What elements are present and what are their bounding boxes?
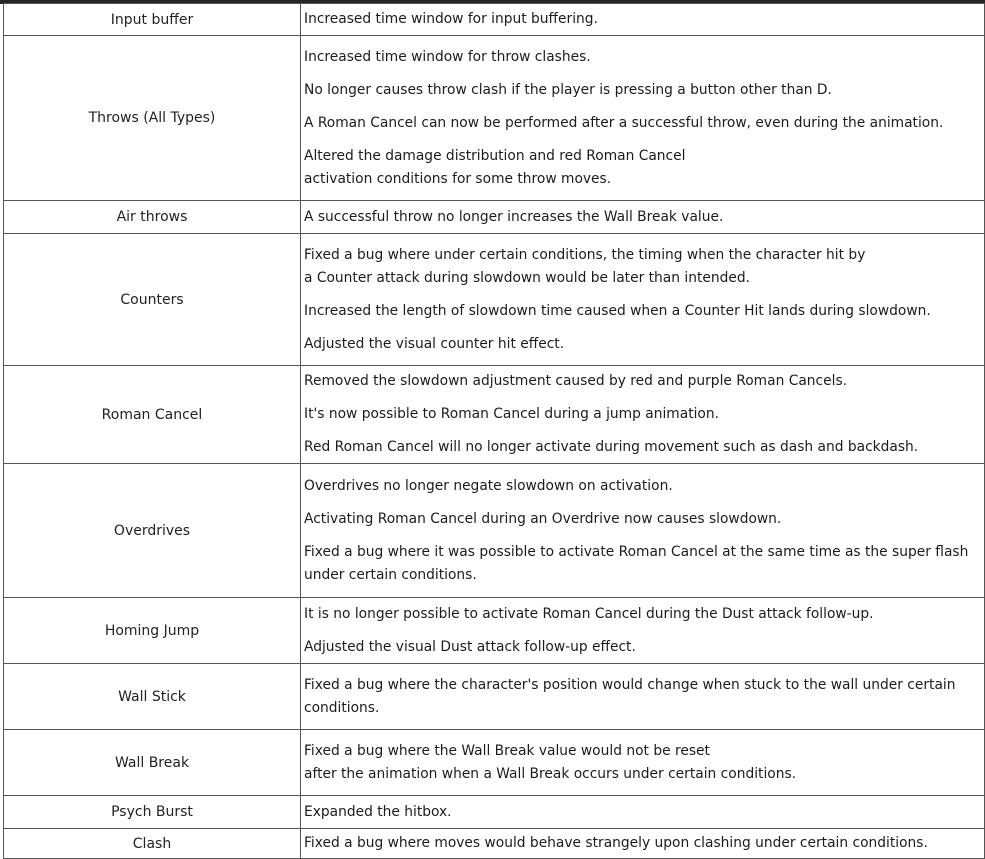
category-cell: Throws (All Types)	[4, 36, 301, 201]
category-cell: Overdrives	[4, 464, 301, 598]
description-cell	[301, 796, 985, 829]
change-note	[304, 740, 982, 786]
change-note	[304, 300, 982, 323]
category-cell: Wall Stick	[4, 664, 301, 730]
change-note-line: Increased the length of slowdown time caused when a Counter Hit lands during slowdown.	[304, 302, 931, 319]
change-note	[304, 145, 982, 191]
change-note-line: Fixed a bug where moves would behave strangely upon clashing under certain conditions.	[304, 835, 928, 851]
change-note	[304, 541, 982, 587]
table-row	[4, 4, 985, 36]
description-cell	[301, 464, 985, 598]
change-note-line: Fixed a bug where the character's position would change when stuck to the wall under certain	[304, 676, 956, 693]
description-cell	[301, 598, 985, 664]
change-note	[304, 333, 982, 356]
change-note	[304, 8, 982, 31]
change-note-line: No longer causes throw clash if the player is pressing a button other than D.	[304, 81, 832, 98]
change-note	[304, 403, 982, 426]
change-note	[304, 370, 982, 393]
table-row	[4, 366, 985, 464]
change-note	[304, 801, 982, 824]
change-note	[304, 112, 982, 135]
change-note	[304, 46, 982, 69]
change-note-line: Overdrives no longer negate slowdown on activation.	[304, 477, 673, 494]
description-cell	[301, 234, 985, 366]
table-row	[4, 201, 985, 234]
category-cell: Psych Burst	[4, 796, 301, 829]
description-cell	[301, 4, 985, 36]
category-cell: Homing Jump	[4, 598, 301, 664]
change-note-line: conditions.	[304, 699, 380, 716]
change-note	[304, 636, 982, 659]
change-note-line: Fixed a bug where under certain conditions, the timing when the character hit by	[304, 246, 866, 263]
table-row	[4, 796, 985, 829]
change-note-line: Increased time window for input buffering.	[304, 11, 598, 27]
category-cell: Air throws	[4, 201, 301, 234]
table-row	[4, 598, 985, 664]
change-note	[304, 436, 982, 459]
change-note-line: A successful throw no longer increases the Wall Break value.	[304, 208, 724, 225]
description-cell	[301, 730, 985, 796]
category-cell: Wall Break	[4, 730, 301, 796]
category-cell: Roman Cancel	[4, 366, 301, 464]
category-cell: Clash	[4, 829, 301, 859]
table-row	[4, 664, 985, 730]
change-note-line: Adjusted the visual counter hit effect.	[304, 335, 565, 352]
change-note-line: Expanded the hitbox.	[304, 803, 452, 820]
patch-notes-body	[4, 4, 985, 859]
change-note	[304, 674, 982, 720]
description-cell	[301, 201, 985, 234]
change-note-line: Fixed a bug where the Wall Break value would not be reset	[304, 742, 710, 759]
change-note-line: It is no longer possible to activate Roman Cancel during the Dust attack follow-up.	[304, 605, 874, 622]
table-row	[4, 829, 985, 859]
change-note-line: a Counter attack during slowdown would be later than intended.	[304, 269, 750, 286]
change-note-line: Adjusted the visual Dust attack follow-up effect.	[304, 638, 636, 655]
change-note-line: Fixed a bug where it was possible to activate Roman Cancel at the same time as the super flash	[304, 543, 969, 560]
change-note	[304, 475, 982, 498]
change-note-line: Red Roman Cancel will no longer activate during movement such as dash and backdash.	[304, 439, 919, 455]
table-row	[4, 464, 985, 598]
description-cell	[301, 36, 985, 201]
description-cell	[301, 664, 985, 730]
table-row	[4, 234, 985, 366]
change-note-line: A Roman Cancel can now be performed after a successful throw, even during the animation.	[304, 114, 944, 131]
change-note	[304, 206, 982, 229]
change-note-line: Increased time window for throw clashes.	[304, 48, 591, 65]
change-note-line: Removed the slowdown adjustment caused by red and purple Roman Cancels.	[304, 373, 848, 389]
patch-notes-table	[3, 3, 985, 859]
change-note	[304, 508, 982, 531]
change-note-line: after the animation when a Wall Break occurs under certain conditions.	[304, 765, 797, 782]
category-cell: Counters	[4, 234, 301, 366]
category-cell: Input buffer	[4, 4, 301, 36]
change-note-line: activation conditions for some throw moves.	[304, 170, 612, 187]
change-note-line: under certain conditions.	[304, 566, 477, 583]
description-cell	[301, 829, 985, 859]
description-cell	[301, 366, 985, 464]
change-note-line: It's now possible to Roman Cancel during a jump animation.	[304, 406, 720, 422]
change-note	[304, 244, 982, 290]
change-note	[304, 79, 982, 102]
change-note	[304, 603, 982, 626]
change-note	[304, 832, 982, 855]
table-row	[4, 730, 985, 796]
change-note-line: Activating Roman Cancel during an Overdrive now causes slowdown.	[304, 510, 782, 527]
change-note-line: Altered the damage distribution and red Roman Cancel	[304, 147, 686, 164]
table-row	[4, 36, 985, 201]
